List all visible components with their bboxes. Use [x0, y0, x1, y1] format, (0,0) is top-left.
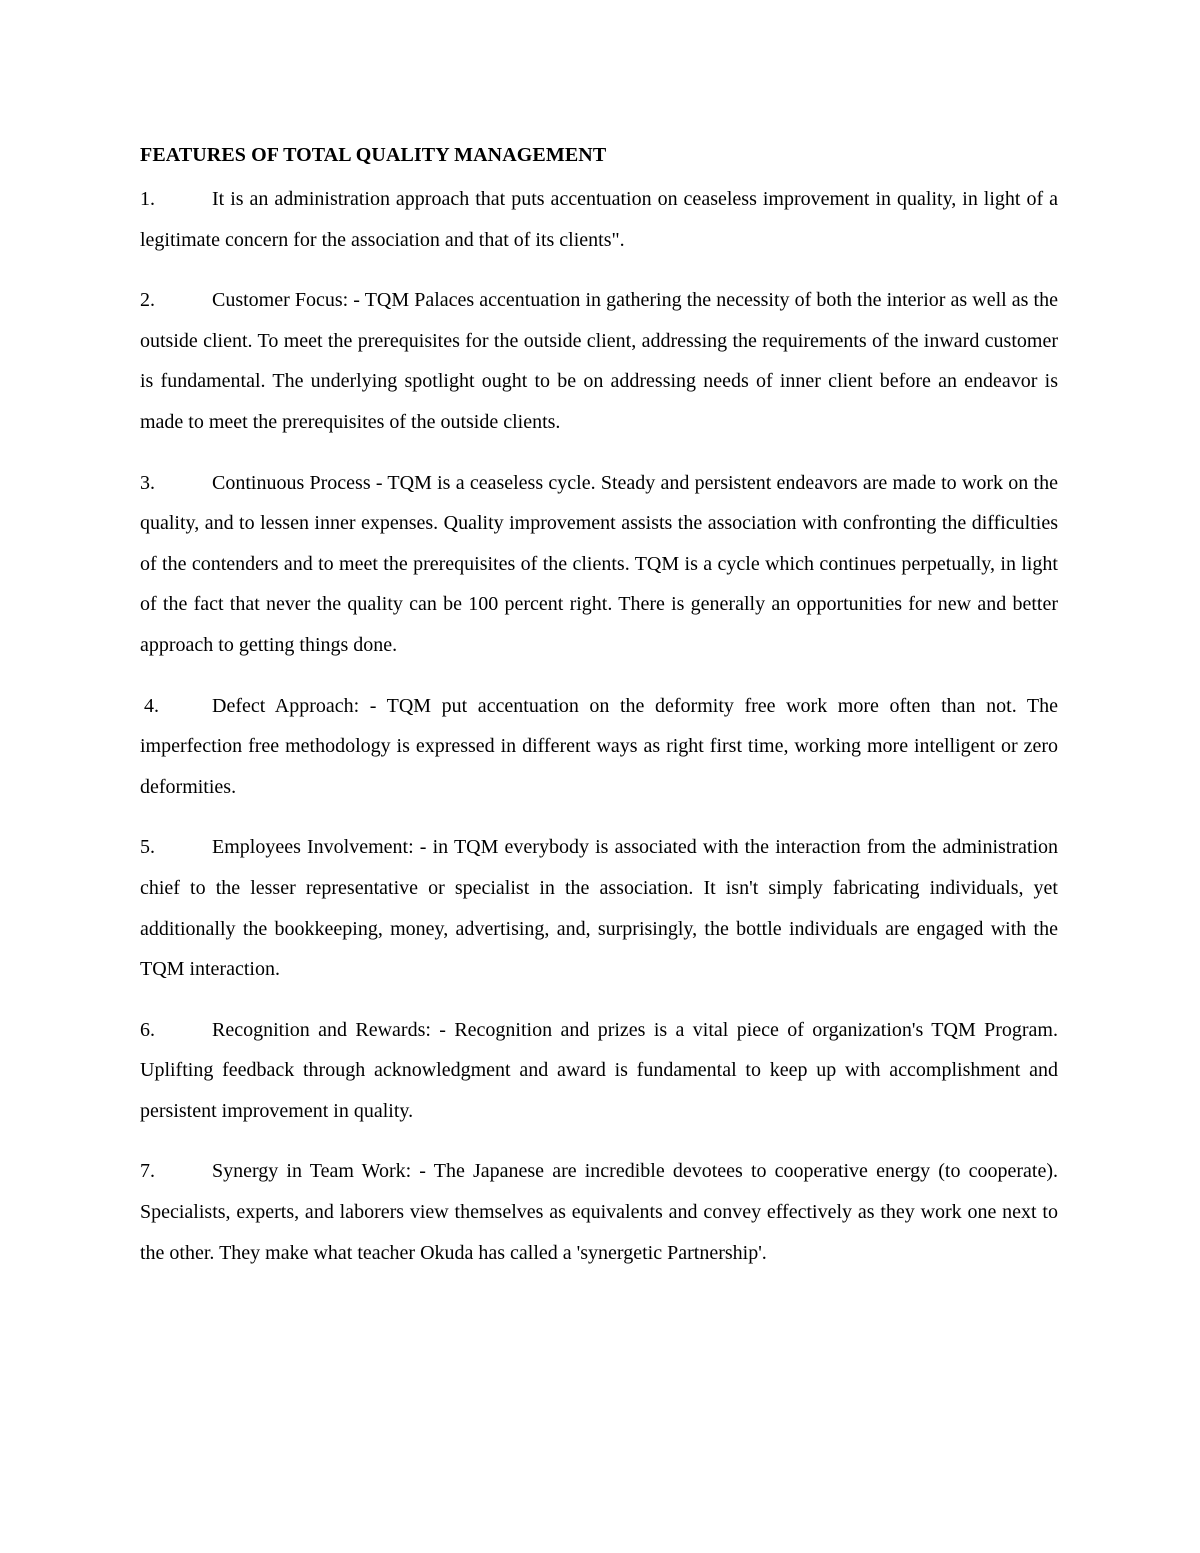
item-number: 7.	[140, 1160, 155, 1183]
list-item	[140, 1010, 1058, 1132]
item-text: Customer Focus: - TQM Palaces accentuation in gathering the necessity of both the interior as well as the outside client. To meet the prerequisites for the outside client, addressing the requirements of the inward customer is fundamental. The underlying spotlight ought to be on addressing needs of inner client before an endeavor is made to meet the prerequisites of the outside clients.	[140, 289, 1058, 433]
item-text: It is an administration approach that puts accentuation on ceaseless improvement in quality, in light of a legitimate concern for the association and that of its clients".	[140, 188, 1058, 251]
item-text: Defect Approach: - TQM put accentuation on the deformity free work more often than not. The imperfection free methodology is expressed in different ways as right first time, working more intelligent or zero deformities.	[140, 694, 1058, 798]
item-number: 1.	[140, 188, 155, 210]
list-item	[140, 280, 1058, 442]
item-number: 2.	[140, 289, 155, 312]
document-title: FEATURES OF TOTAL QUALITY MANAGEMENT	[140, 144, 607, 166]
item-text: Synergy in Team Work: - The Japanese are incredible devotees to cooperative energy (to cooperate). Specialists, experts, and laborers view themselves as equivalents and convey effectively as they work one next to the other. They make what teacher Okuda has called a 'synergetic Partnership'.	[140, 1160, 1058, 1264]
item-text: Continuous Process - TQM is a ceaseless cycle. Steady and persistent endeavors are made to work on the quality, and to lessen inner expenses. Quality improvement assists the association with confronting the difficulties of the contenders and to meet the prerequisites of the clients. TQM is a cycle which continues perpetually, in light of the fact that never the quality can be 100 percent right. There is generally an opportunities for new and better approach to getting things done.	[140, 471, 1058, 656]
item-number: 5.	[140, 836, 155, 859]
list-item	[140, 179, 1058, 260]
item-number: 4.	[144, 694, 159, 717]
item-text: Employees Involvement: - in TQM everybody is associated with the interaction from the administration chief to the lesser representative or specialist in the association. It isn't simply fabricating individuals, yet additionally the bookkeeping, money, advertising, and, surprisingly, the bottle individuals are engaged with the TQM interaction.	[140, 836, 1058, 981]
item-text: Recognition and Rewards: - Recognition and prizes is a vital piece of organization's TQM Program. Uplifting feedback through acknowledgment and award is fundamental to keep up with accomplishment and persistent improvement in quality.	[140, 1018, 1058, 1122]
list-item	[140, 1151, 1058, 1273]
item-number: 6.	[140, 1018, 155, 1041]
list-item	[140, 463, 1058, 666]
item-number: 3.	[140, 471, 155, 494]
list-item	[140, 827, 1058, 989]
list-item	[140, 686, 1058, 808]
document-body	[140, 142, 1058, 1293]
